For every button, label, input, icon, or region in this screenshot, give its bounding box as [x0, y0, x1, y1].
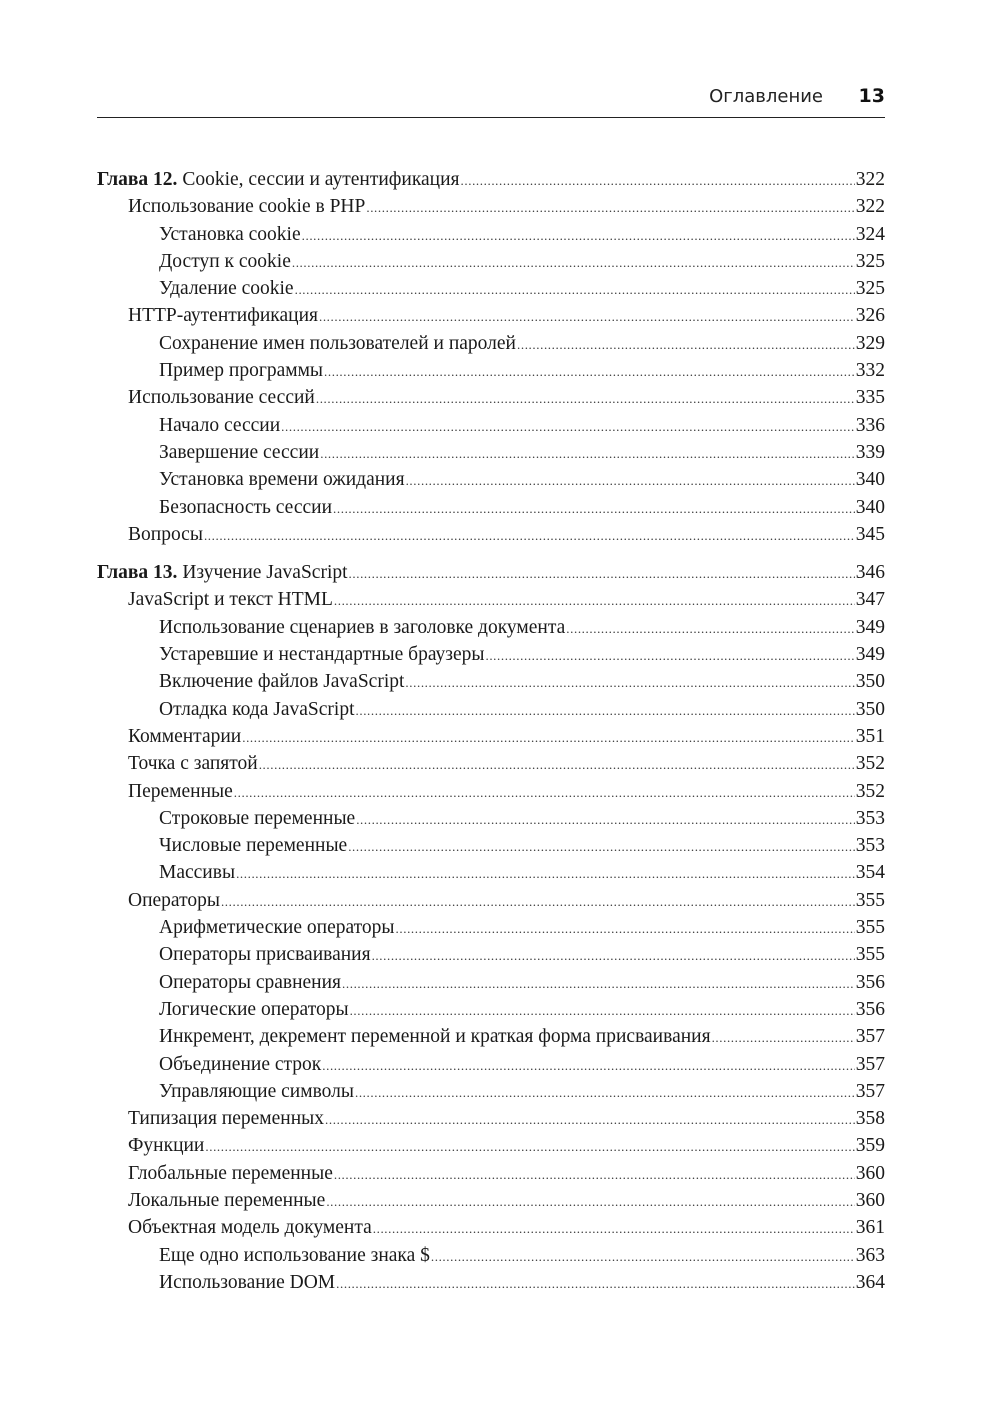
toc-page-number: 322 [855, 196, 885, 218]
chapter-title: Cookie, сессии и аутентификация [182, 169, 460, 190]
toc-subsection-entry [97, 248, 885, 275]
toc-page-number: 345 [855, 523, 885, 545]
toc-page-number: 324 [855, 223, 885, 245]
toc-page-number: 349 [855, 616, 885, 638]
chapter-title: Изучение JavaScript [182, 562, 348, 584]
dot-leader [461, 167, 855, 194]
toc-entry-title: Операторы [128, 889, 220, 911]
toc-page-number: 325 [855, 278, 885, 300]
toc-entry-title: Сохранение имен пользователей и паролей [159, 332, 516, 354]
dot-leader [259, 751, 855, 778]
chapter-number: Глава 12. [97, 169, 178, 190]
dot-leader [373, 1215, 855, 1242]
toc-entry-title: Локальные переменные [128, 1189, 326, 1211]
toc-entry-title: Операторы присваивания [159, 944, 371, 966]
toc-subsection-entry [97, 859, 885, 886]
toc-subsection-entry [97, 696, 885, 723]
toc-section-entry [97, 1214, 885, 1241]
toc-entry-title: Установка cookie [159, 223, 301, 245]
dot-leader [350, 997, 855, 1024]
running-header [97, 85, 885, 118]
toc-subsection-entry [97, 969, 885, 996]
toc-section-entry [97, 302, 885, 329]
toc-page-number: 329 [855, 332, 885, 354]
toc-section-entry [97, 384, 885, 411]
toc-page-number: 352 [855, 753, 885, 775]
toc-section-entry [97, 1132, 885, 1159]
dot-leader [320, 440, 855, 467]
toc-page-number: 349 [855, 644, 885, 666]
dot-leader [334, 587, 855, 614]
toc-entry-title: Доступ к cookie [159, 250, 291, 272]
toc-section-entry [97, 778, 885, 805]
toc-entry-title: Устаревшие и нестандартные браузеры [159, 644, 485, 666]
dot-leader [326, 1188, 854, 1215]
toc-page-number: 357 [855, 1026, 885, 1048]
toc-page-number: 335 [855, 387, 885, 409]
toc-page-number: 360 [855, 1162, 885, 1184]
toc-page-number: 325 [855, 250, 885, 272]
dot-leader [242, 724, 855, 751]
toc-page-number: 359 [855, 1135, 885, 1157]
dot-leader [356, 697, 855, 724]
toc-page-number: 356 [855, 998, 885, 1020]
toc-entry-title: Числовые переменные [159, 835, 348, 857]
toc-entry-title: Завершение сессии [159, 441, 320, 463]
toc-subsection-entry [97, 1051, 885, 1078]
toc-page-number: 353 [855, 835, 885, 857]
toc-subsection-entry [97, 996, 885, 1023]
toc-page-number: 357 [855, 1080, 885, 1102]
toc-subsection-entry [97, 357, 885, 384]
dot-leader [204, 522, 855, 549]
toc-entry-title: Операторы сравнения [159, 971, 342, 993]
toc-page-number: 340 [855, 469, 885, 491]
toc-page-number: 363 [855, 1244, 885, 1266]
dot-leader [281, 413, 855, 440]
toc-entry-title: Еще одно использование знака $ [159, 1244, 430, 1266]
dot-leader [292, 249, 855, 276]
toc-chapter-entry [97, 166, 885, 193]
toc-entry-title: Объединение строк [159, 1053, 322, 1075]
toc-entry-title: Инкремент, декремент переменной и краткая форма присваивания [159, 1026, 711, 1048]
dot-leader [205, 1133, 854, 1160]
toc-subsection-entry [97, 805, 885, 832]
toc-page-number: 356 [855, 971, 885, 993]
toc-page-number: 355 [855, 889, 885, 911]
toc-page-number: 332 [855, 360, 885, 382]
toc-chapter-label [97, 166, 460, 193]
toc-entry-title: Использование сессий [128, 387, 315, 409]
toc-subsection-entry [97, 439, 885, 466]
toc-entry-title: Объектная модель документа [128, 1217, 372, 1239]
toc-entry-title: Удаление cookie [159, 278, 294, 300]
chapter-number: Глава 13. [97, 562, 178, 584]
page-number: 13 [858, 85, 885, 107]
dot-leader [295, 276, 855, 303]
toc-entry-title: Глобальные переменные [128, 1162, 333, 1184]
toc-subsection-entry [97, 1078, 885, 1105]
table-of-contents [97, 166, 885, 1296]
dot-leader [405, 669, 854, 696]
dot-leader [302, 222, 855, 249]
toc-entry-title: Использование DOM [159, 1271, 336, 1293]
dot-leader [349, 560, 855, 587]
toc-entry-title: Функции [128, 1135, 205, 1157]
toc-page-number: 350 [855, 671, 885, 693]
dot-leader [334, 1161, 855, 1188]
toc-entry-title: Массивы [159, 862, 236, 884]
dot-leader [316, 385, 855, 412]
toc-entry-title: Строковые переменные [159, 807, 356, 829]
toc-section-entry [97, 723, 885, 750]
dot-leader [355, 1079, 855, 1106]
toc-page-number: 351 [855, 725, 885, 747]
dot-leader [221, 888, 855, 915]
toc-page-number: 336 [855, 414, 885, 436]
toc-page-number: 346 [855, 562, 885, 584]
toc-subsection-entry [97, 466, 885, 493]
toc-page-number: 357 [855, 1053, 885, 1075]
toc-page-number: 360 [855, 1189, 885, 1211]
toc-entry-title: Установка времени ожидания [159, 469, 405, 491]
dot-leader [366, 194, 854, 221]
dot-leader [485, 642, 854, 669]
toc-page-number: 352 [855, 780, 885, 802]
toc-entry-title: Переменные [128, 780, 233, 802]
dot-leader [566, 615, 854, 642]
toc-page-number: 326 [855, 305, 885, 327]
toc-entry-title: Пример программы [159, 360, 324, 382]
dot-leader [342, 970, 855, 997]
toc-page-number: 340 [855, 496, 885, 518]
toc-subsection-entry [97, 914, 885, 941]
dot-leader [431, 1243, 855, 1270]
dot-leader [322, 1052, 855, 1079]
toc-entry-title: Типизация переменных [128, 1108, 325, 1130]
toc-page-number: 350 [855, 698, 885, 720]
dot-leader [319, 303, 855, 330]
dot-leader [236, 860, 855, 887]
dot-leader [396, 915, 855, 942]
toc-page-number: 353 [855, 807, 885, 829]
toc-page-number: 355 [855, 944, 885, 966]
toc-section-entry [97, 193, 885, 220]
toc-entry-title: Включение файлов JavaScript [159, 671, 405, 693]
toc-entry-title: Отладка кода JavaScript [159, 698, 355, 720]
dot-leader [325, 1106, 855, 1133]
toc-page-number: 364 [855, 1271, 885, 1293]
toc-entry-title: Комментарии [128, 725, 242, 747]
toc-section-entry [97, 1105, 885, 1132]
toc-subsection-entry [97, 330, 885, 357]
toc-subsection-entry [97, 221, 885, 248]
toc-section-entry [97, 521, 885, 548]
toc-chapter-label [97, 559, 348, 586]
dot-leader [712, 1024, 855, 1051]
dot-leader [234, 779, 855, 806]
toc-subsection-entry [97, 1242, 885, 1269]
toc-subsection-entry [97, 668, 885, 695]
toc-section-entry [97, 1187, 885, 1214]
toc-chapter [97, 559, 885, 1296]
toc-page-number: 347 [855, 589, 885, 611]
toc-entry-title: Начало сессии [159, 414, 281, 436]
toc-entry-title: Управляющие символы [159, 1080, 354, 1102]
toc-page-number: 339 [855, 441, 885, 463]
toc-section-entry [97, 887, 885, 914]
toc-subsection-entry [97, 1023, 885, 1050]
running-header-title: Оглавление [709, 86, 823, 107]
toc-subsection-entry [97, 832, 885, 859]
toc-entry-title: Безопасность сессии [159, 496, 333, 518]
toc-chapter-entry [97, 559, 885, 586]
dot-leader [336, 1270, 855, 1297]
dot-leader [372, 942, 855, 969]
toc-subsection-entry [97, 1269, 885, 1296]
toc-chapter [97, 166, 885, 548]
toc-entry-title: JavaScript и текст HTML [128, 589, 333, 611]
toc-subsection-entry [97, 275, 885, 302]
toc-page-number: 354 [855, 862, 885, 884]
dot-leader [406, 467, 855, 494]
toc-entry-title: Логические операторы [159, 998, 349, 1020]
toc-page-number: 361 [855, 1217, 885, 1239]
dot-leader [356, 806, 855, 833]
toc-page-number: 322 [855, 169, 885, 190]
toc-section-entry [97, 1160, 885, 1187]
toc-entry-title: Использование cookie в PHP [128, 196, 366, 218]
dot-leader [348, 833, 855, 860]
toc-entry-title: Использование сценариев в заголовке документа [159, 616, 566, 638]
toc-subsection-entry [97, 494, 885, 521]
toc-entry-title: HTTP-аутентификация [128, 305, 318, 327]
toc-subsection-entry [97, 641, 885, 668]
dot-leader [324, 358, 855, 385]
toc-entry-title: Точка с запятой [128, 753, 258, 775]
dot-leader [333, 495, 855, 522]
toc-page-number: 355 [855, 917, 885, 939]
toc-subsection-entry [97, 614, 885, 641]
toc-entry-title: Вопросы [128, 523, 203, 545]
toc-subsection-entry [97, 941, 885, 968]
toc-subsection-entry [97, 412, 885, 439]
dot-leader [517, 331, 855, 358]
toc-section-entry [97, 586, 885, 613]
toc-page-number: 358 [855, 1108, 885, 1130]
toc-entry-title: Арифметические операторы [159, 917, 395, 939]
toc-section-entry [97, 750, 885, 777]
